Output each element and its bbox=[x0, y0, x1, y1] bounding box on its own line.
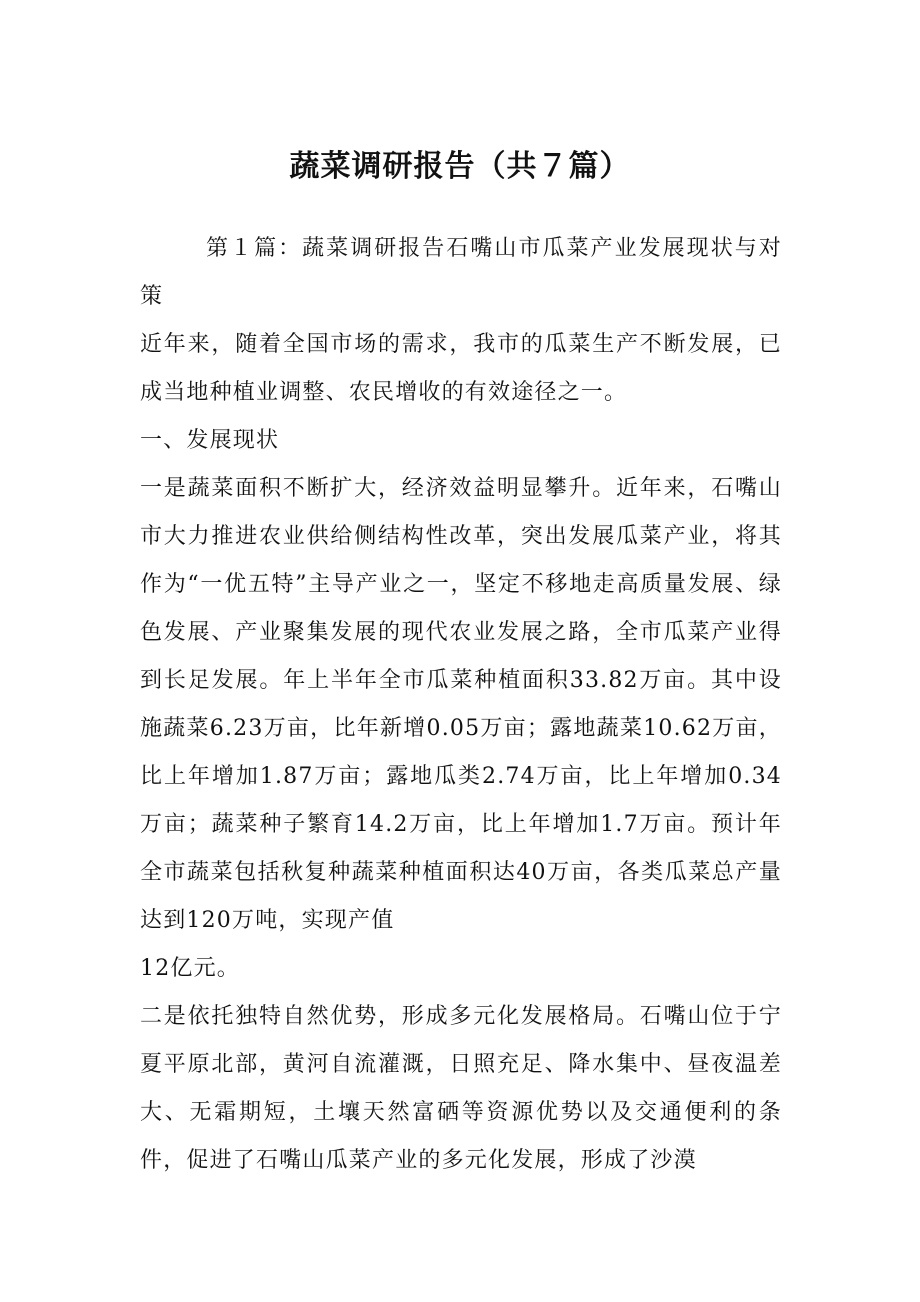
paragraph-output-value: 12亿元。 bbox=[140, 956, 240, 981]
paragraph-area-expansion: 一是蔬菜面积不断扩大，经济效益明显攀升。近年来，石嘴山市大力推进农业供给侧结构性改革，突出发展瓜菜产业，将其作为“一优五特”主导产业之一，坚定不移地走高质量发展、绿色发展、产业聚集发展的现代农业发展之路，全市瓜菜产业得到长足发展。年上半年全市瓜菜种植面积33.82万亩。其中设施蔬菜6.23万亩，比年新增0.05万亩；露地蔬菜10.62万亩，比上年增加1.87万亩；露地瓜类2.74万亩，比上年增加0.34万亩；蔬菜种子繁育14.2万亩，比上年增加1.7万亩。预计年全市蔬菜包括秋复种蔬菜种植面积达40万亩，各类瓜菜总产量达到120万吨，实现产值 bbox=[140, 476, 782, 933]
document-body bbox=[140, 225, 782, 1185]
paragraph-intro: 近年来，随着全国市场的需求，我市的瓜菜生产不断发展，已成当地种植业调整、农民增收的有效途径之一。 bbox=[140, 332, 782, 405]
section-heading-current-status: 一、发展现状 bbox=[140, 428, 280, 453]
paragraph-natural-advantages: 二是依托独特自然优势，形成多元化发展格局。石嘴山位于宁夏平原北部，黄河自流灌溉，日照充足、降水集中、昼夜温差大、无霜期短，土壤天然富硒等资源优势以及交通便利的条件，促进了石嘴山瓜菜产业的多元化发展，形成了沙漠 bbox=[140, 1004, 782, 1173]
document-title: 蔬菜调研报告（共７篇） bbox=[289, 149, 631, 184]
paragraph-chapter-heading: 第１篇：蔬菜调研报告石嘴山市瓜菜产业发展现状与对策 bbox=[140, 236, 782, 309]
